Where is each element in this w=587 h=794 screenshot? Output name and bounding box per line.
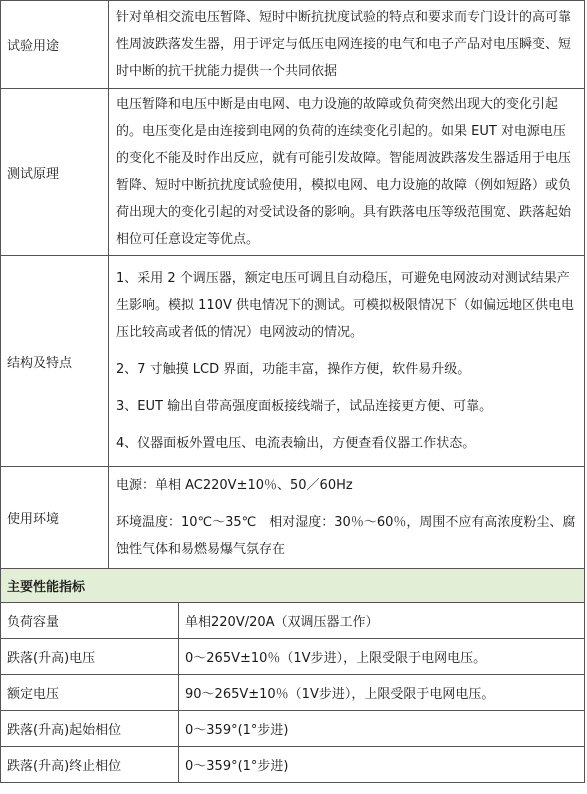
- performance-header-row: [1, 569, 585, 603]
- row-label: 结构及特点: [1, 256, 109, 467]
- row-test-principle: [1, 89, 585, 256]
- spec-value: 单相220V/20A（双调压器工作）: [179, 603, 585, 639]
- row-label: 使用环境: [1, 467, 109, 569]
- spec-label: 额定电压: [1, 675, 179, 711]
- row-label: 测试原理: [1, 89, 109, 256]
- paragraph: 4、仪器面板外置电压、电流表输出，方便查看仪器工作状态。: [116, 436, 476, 451]
- row-content: [109, 467, 585, 569]
- row-content: [109, 89, 585, 256]
- section-title: 主要性能指标: [1, 569, 585, 603]
- row-structure-features: [1, 256, 585, 467]
- paragraph: 3、EUT 输出自带高强度面板接线端子，试品连接更方便、可靠。: [116, 399, 493, 414]
- paragraph: 1、采用 2 个调压器，额定电压可调且自动稳压，可避免电网波动对测试结果产生影响。模拟 110V 供电情况下的测试。可模拟极限情况下（如偏远地区供电电压比较高或者低的情况）电网波动的情况。: [116, 271, 574, 340]
- spec-label: 负荷容量: [1, 603, 179, 639]
- row-test-purpose: [1, 1, 585, 89]
- spec-label: 跌落(升高)起始相位: [1, 711, 179, 747]
- spec-value: 0～265V±10％（1V步进），上限受限于电网电压。: [179, 639, 585, 675]
- table-row: [1, 747, 585, 783]
- paragraph: 电源：单相 AC220V±10％、50／60Hz: [116, 478, 353, 493]
- spec-value: 90～265V±10％（1V步进），上限受限于电网电压。: [179, 675, 585, 711]
- paragraph: 电压暂降和电压中断是由电网、电力设施的故障或负荷突然出现大的变化引起的。电压变化是由连接到电网的负荷的连续变化引起的。如果 EUT 对电源电压的变化不能及时作出反应，就有可能引发故障。智能周波跌落发生器适用于电压暂降、短时中断抗扰度试验使用，模拟电网、电力设施的故障（例如短路）或负荷出现大的变化引起的对受试设备的影响。具有跌落电压等级范围宽、跌落起始相位可任意设定等优点。: [116, 97, 572, 247]
- spec-value: 0～359°(1°步进): [179, 711, 585, 747]
- paragraph: 针对单相交流电压暂降、短时中断抗扰度试验的特点和要求而专门设计的高可靠性周波跌落发生器，用于评定与低压电网连接的电气和电子产品对电压瞬变、短时中断的抗干扰能力提供一个共同依据: [116, 10, 572, 79]
- table-row: [1, 603, 585, 639]
- row-content: [109, 256, 585, 467]
- row-environment: [1, 467, 585, 569]
- row-label: 试验用途: [1, 1, 109, 89]
- paragraph: 2、7 寸触摸 LCD 界面，功能丰富，操作方便，软件易升级。: [116, 362, 471, 377]
- spec-label: 跌落(升高)电压: [1, 639, 179, 675]
- table-row: [1, 711, 585, 747]
- paragraph: 环境温度：10℃～35℃ 相对湿度：30％～60％，周围不应有高浓度粉尘、腐蚀性气体和易燃易爆气氛存在: [116, 515, 576, 557]
- row-content: [109, 1, 585, 89]
- spec-value: 0～359°(1°步进): [179, 747, 585, 783]
- table-row: [1, 675, 585, 711]
- spec-label: 跌落(升高)终止相位: [1, 747, 179, 783]
- table-row: [1, 639, 585, 675]
